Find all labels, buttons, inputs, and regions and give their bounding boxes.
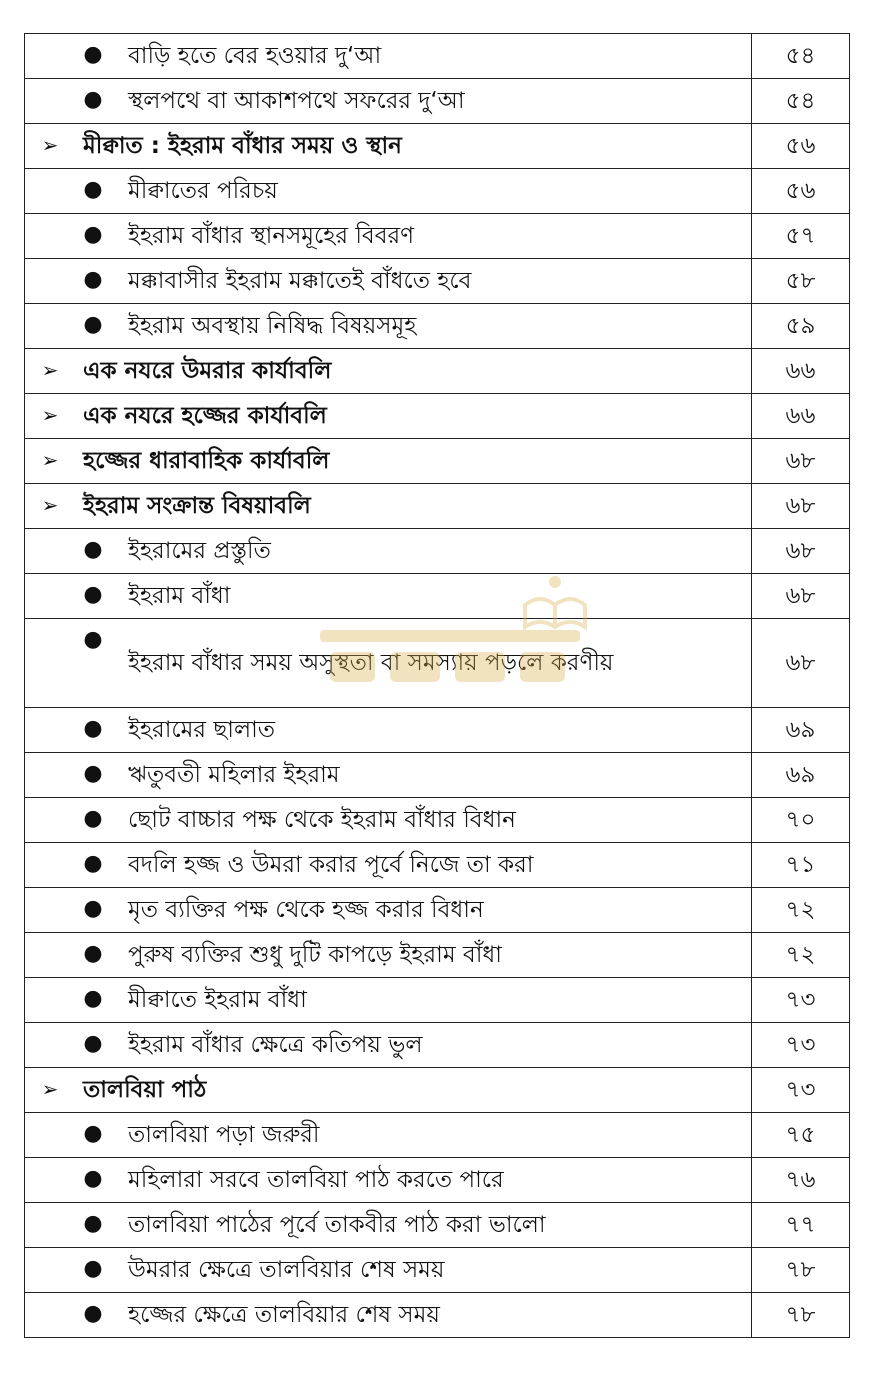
dot-bullet-icon: ● — [83, 1121, 103, 1146]
page-number: ৭৬ — [752, 1158, 850, 1203]
toc-entry-row — [25, 619, 850, 708]
toc-title-cell — [25, 169, 752, 214]
dot-bullet-icon: ● — [83, 761, 103, 786]
page-number: ৬৮ — [752, 439, 850, 484]
page-number: ৭৩ — [752, 1068, 850, 1113]
toc-title-cell — [25, 1068, 752, 1113]
toc-section-row — [25, 439, 850, 484]
page-number: ৭৭ — [752, 1203, 850, 1248]
toc-title-cell — [25, 708, 752, 753]
entry-title: বাড়ি হতে বের হওয়ার দু‘আ — [128, 43, 382, 69]
arrow-bullet-icon: ➢ — [41, 133, 59, 157]
section-title: মীক্বাত : ইহরাম বাঁধার সময় ও স্থান — [83, 133, 402, 159]
dot-bullet-icon: ● — [83, 42, 103, 67]
toc-title-cell — [25, 214, 752, 259]
toc-entry-row — [25, 1113, 850, 1158]
toc-entry-row — [25, 1203, 850, 1248]
toc-entry-row — [25, 259, 850, 304]
section-title: হজ্জের ধারাবাহিক কার্যাবলি — [83, 448, 330, 474]
entry-title: ইহরাম বাঁধার স্থানসমূহের বিবরণ — [128, 223, 415, 249]
entry-title: ইহরাম বাঁধা — [128, 583, 231, 609]
page-number: ৭২ — [752, 933, 850, 978]
toc-entry-row — [25, 34, 850, 79]
entry-title: ইহরামের প্রস্তুতি — [128, 538, 271, 564]
toc-section-row — [25, 1068, 850, 1113]
toc-entry-row — [25, 1158, 850, 1203]
toc-section-row — [25, 124, 850, 169]
toc-title-cell — [25, 798, 752, 843]
toc-section-row — [25, 484, 850, 529]
toc-title-cell — [25, 753, 752, 798]
toc-title-cell — [25, 1203, 752, 1248]
toc-title-cell — [25, 843, 752, 888]
dot-bullet-icon: ● — [83, 851, 103, 876]
toc-title-cell — [25, 933, 752, 978]
toc-body — [25, 34, 850, 1338]
toc-title-cell — [25, 1023, 752, 1068]
page-number: ৫৪ — [752, 79, 850, 124]
entry-title: ইহরাম অবস্থায় নিষিদ্ধ বিষয়সমূহ — [128, 313, 417, 339]
entry-title: মীক্বাতের পরিচয় — [128, 178, 278, 204]
section-title: এক নযরে হজ্জের কার্যাবলি — [83, 403, 327, 429]
toc-title-cell — [25, 978, 752, 1023]
page-number: ৭৩ — [752, 1023, 850, 1068]
dot-bullet-icon: ● — [83, 896, 103, 921]
arrow-bullet-icon: ➢ — [41, 448, 59, 472]
page-number: ৭১ — [752, 843, 850, 888]
dot-bullet-icon: ● — [83, 941, 103, 966]
dot-bullet-icon: ● — [83, 1211, 103, 1236]
entry-title: মৃত ব্যক্তির পক্ষ থেকে হজ্জ করার বিধান — [128, 897, 484, 923]
toc-title-cell — [25, 304, 752, 349]
arrow-bullet-icon: ➢ — [41, 1077, 59, 1101]
toc-section-row — [25, 394, 850, 439]
toc-title-cell — [25, 124, 752, 169]
dot-bullet-icon: ● — [83, 177, 103, 202]
dot-bullet-icon: ● — [83, 87, 103, 112]
entry-title: মহিলারা সরবে তালবিয়া পাঠ করতে পারে — [128, 1167, 504, 1193]
page-number: ৫৯ — [752, 304, 850, 349]
entry-title: ইহরাম বাঁধার ক্ষেত্রে কতিপয় ভুল — [128, 1032, 423, 1058]
toc-entry-row — [25, 79, 850, 124]
page-number: ৭৮ — [752, 1293, 850, 1338]
toc-title-cell — [25, 619, 752, 708]
toc-entry-row — [25, 888, 850, 933]
toc-title-cell — [25, 259, 752, 304]
toc-entry-row — [25, 304, 850, 349]
dot-bullet-icon: ● — [83, 267, 103, 292]
arrow-bullet-icon: ➢ — [41, 358, 59, 382]
dot-bullet-icon: ● — [83, 1301, 103, 1326]
toc-entry-row — [25, 1248, 850, 1293]
toc-title-cell — [25, 529, 752, 574]
dot-bullet-icon: ● — [83, 716, 103, 741]
entry-title: বদলি হজ্জ ও উমরা করার পূর্বে নিজে তা করা — [128, 852, 534, 878]
section-title: ইহরাম সংক্রান্ত বিষয়াবলি — [83, 493, 311, 519]
dot-bullet-icon: ● — [83, 312, 103, 337]
entry-title: হজ্জের ক্ষেত্রে তালবিয়ার শেষ সময় — [128, 1302, 440, 1328]
page-number: ৬৬ — [752, 349, 850, 394]
toc-title-cell — [25, 34, 752, 79]
dot-bullet-icon: ● — [83, 986, 103, 1011]
toc-title-cell — [25, 574, 752, 619]
entry-title: ইহরামের ছালাত — [128, 717, 276, 743]
toc-title-cell — [25, 394, 752, 439]
dot-bullet-icon: ● — [83, 806, 103, 831]
dot-bullet-icon: ● — [83, 222, 103, 247]
page-number: ৬৬ — [752, 394, 850, 439]
toc-title-cell — [25, 1248, 752, 1293]
toc-entry-row — [25, 574, 850, 619]
dot-bullet-icon: ● — [83, 537, 103, 562]
toc-entry-row — [25, 1023, 850, 1068]
page-number: ৭৩ — [752, 978, 850, 1023]
toc-entry-row — [25, 978, 850, 1023]
entry-title: ইহরাম বাঁধার সময় অসুস্থতা বা সমস্যায় পড়লে করণীয় — [128, 650, 614, 676]
section-title: তালবিয়া পাঠ — [83, 1077, 207, 1103]
page-number: ৬৮ — [752, 574, 850, 619]
page-number: ৭৮ — [752, 1248, 850, 1293]
page-number: ৭২ — [752, 888, 850, 933]
entry-title: ঋতুবতী মহিলার ইহরাম — [128, 762, 340, 788]
toc-entry-row — [25, 753, 850, 798]
toc-entry-row — [25, 708, 850, 753]
dot-bullet-icon: ● — [83, 627, 103, 652]
toc-title-cell — [25, 349, 752, 394]
dot-bullet-icon: ● — [83, 582, 103, 607]
arrow-bullet-icon: ➢ — [41, 403, 59, 427]
entry-title: মীক্বাতে ইহরাম বাঁধা — [128, 987, 307, 1013]
page-number: ৫৬ — [752, 124, 850, 169]
dot-bullet-icon: ● — [83, 1031, 103, 1056]
page-number: ৬৯ — [752, 753, 850, 798]
entry-title: পুরুষ ব্যক্তির শুধু দুটি কাপড়ে ইহরাম বাঁধা — [128, 942, 502, 968]
page-number: ৬৮ — [752, 529, 850, 574]
toc-title-cell — [25, 1293, 752, 1338]
entry-title: স্থলপথে বা আকাশপথে সফরের দু‘আ — [128, 88, 465, 114]
entry-title: মক্কাবাসীর ইহরাম মক্কাতেই বাঁধতে হবে — [128, 268, 472, 294]
toc-title-cell — [25, 79, 752, 124]
toc-title-cell — [25, 1113, 752, 1158]
toc-title-cell — [25, 484, 752, 529]
dot-bullet-icon: ● — [83, 1256, 103, 1281]
toc-entry-row — [25, 843, 850, 888]
page-number: ৫৪ — [752, 34, 850, 79]
table-of-contents — [24, 33, 850, 1338]
toc-section-row — [25, 349, 850, 394]
page-number: ৫৬ — [752, 169, 850, 214]
page-number: ৬৯ — [752, 708, 850, 753]
page-number: ৫৮ — [752, 259, 850, 304]
toc-entry-row — [25, 1293, 850, 1338]
toc-title-cell — [25, 888, 752, 933]
entry-title: তালবিয়া পাঠের পূর্বে তাকবীর পাঠ করা ভালো — [128, 1212, 546, 1238]
toc-title-cell — [25, 1158, 752, 1203]
entry-title: ছোট বাচ্চার পক্ষ থেকে ইহরাম বাঁধার বিধান — [128, 807, 516, 833]
entry-title: উমরার ক্ষেত্রে তালবিয়ার শেষ সময় — [128, 1257, 445, 1283]
dot-bullet-icon: ● — [83, 1166, 103, 1191]
page-number: ৭০ — [752, 798, 850, 843]
toc-entry-row — [25, 169, 850, 214]
section-title: এক নযরে উমরার কার্যাবলি — [83, 358, 332, 384]
toc-entry-row — [25, 798, 850, 843]
arrow-bullet-icon: ➢ — [41, 493, 59, 517]
toc-title-cell — [25, 439, 752, 484]
toc-entry-row — [25, 214, 850, 259]
toc-entry-row — [25, 933, 850, 978]
toc-entry-row — [25, 529, 850, 574]
page-number: ৬৮ — [752, 484, 850, 529]
page-number: ৫৭ — [752, 214, 850, 259]
page-number: ৭৫ — [752, 1113, 850, 1158]
entry-title: তালবিয়া পড়া জরুরী — [128, 1122, 320, 1148]
page-number: ৬৮ — [752, 619, 850, 708]
